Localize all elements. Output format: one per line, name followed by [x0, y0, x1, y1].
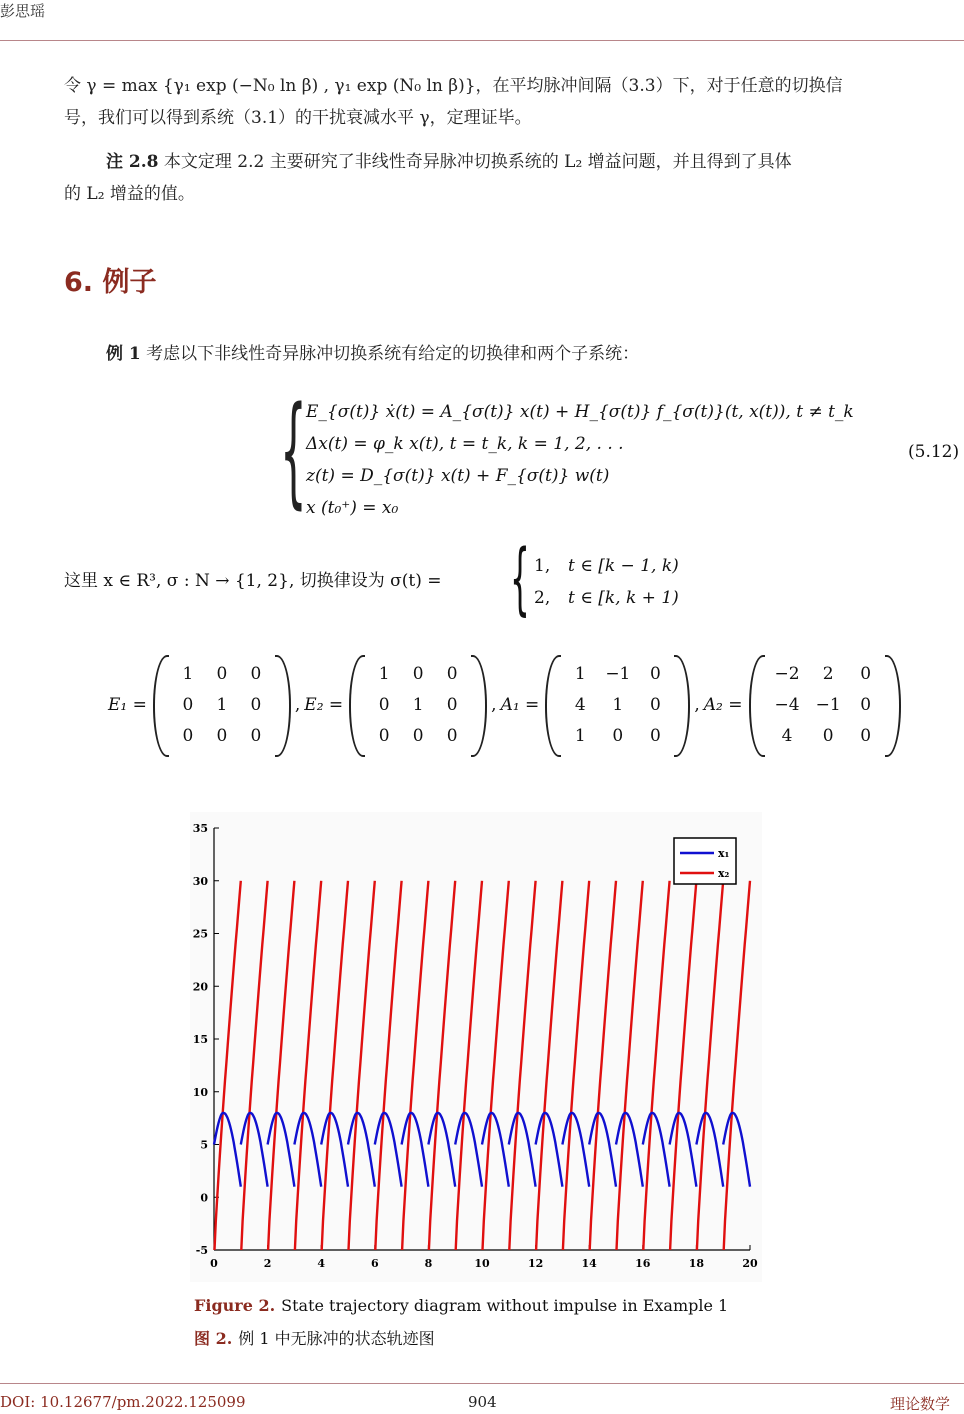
x2-series-segment — [509, 881, 535, 1250]
x2-series-segment — [215, 881, 241, 1250]
matrix — [349, 655, 487, 755]
matrix-separator: , — [694, 695, 700, 715]
matrix-cell: 0 — [216, 725, 228, 746]
x2-series-segment — [670, 881, 696, 1250]
page-number: 904 — [468, 1393, 497, 1411]
matrix-cell: 0 — [649, 663, 661, 684]
matrix-cell: 0 — [216, 663, 228, 684]
matrix-cell: 1 — [574, 663, 586, 684]
matrix-cell: 0 — [649, 694, 661, 715]
x-tick-label: 8 — [424, 1257, 433, 1270]
caption-zh-text: 例 1 中无脉冲的状态轨迹图 — [238, 1329, 435, 1348]
matrix-cell: −2 — [774, 663, 800, 684]
equation-number: (5.12) — [908, 442, 960, 462]
figure-caption-zh — [194, 1326, 435, 1349]
x-tick-label: 0 — [210, 1257, 218, 1270]
journal-name: 理论数学 — [890, 1395, 951, 1413]
y-tick-label: 0 — [200, 1191, 208, 1205]
x-tick-label: 4 — [317, 1257, 326, 1270]
y-tick-label: 10 — [192, 1085, 208, 1099]
y-tick-label: -5 — [195, 1244, 208, 1257]
proof-line-1: 令 γ = max {γ₁ exp (−N₀ ln β) , γ₁ exp (N₀ ln β)}，在平均脉冲间隔（3.3）下，对于任意的切换信 — [64, 76, 843, 96]
x2-series-segment — [322, 881, 348, 1250]
y-tick-label: 25 — [192, 927, 208, 941]
matrix-label: E₂ = — [304, 695, 344, 715]
matrix-cell: 0 — [250, 694, 262, 715]
matrix-cell: 0 — [822, 725, 834, 746]
matrix-cell: 1 — [378, 663, 390, 684]
matrix-cell: −4 — [774, 694, 800, 715]
matrix-cell: −1 — [605, 663, 631, 684]
matrix-cell: 0 — [612, 725, 624, 746]
x-tick-label: 6 — [370, 1257, 379, 1270]
case-1-value: 1, — [534, 556, 551, 576]
x2-series-segment — [563, 881, 589, 1250]
x2-series-segment — [295, 881, 321, 1250]
equation-brace: { — [280, 382, 307, 521]
matrix-cell: 0 — [860, 725, 872, 746]
matrix-cell: 0 — [860, 694, 872, 715]
matrix-cell: −1 — [815, 694, 841, 715]
matrix-cell: 0 — [250, 725, 262, 746]
matrix-cell: 0 — [378, 725, 390, 746]
matrix-cell: 0 — [378, 694, 390, 715]
x2-series-segment — [268, 881, 294, 1250]
equation-line: E_{σ(t)} ẋ(t) = A_{σ(t)} x(t) + H_{σ(t)} f_{σ(t)}(t, x(t)), t ≠ t_k — [306, 402, 854, 422]
matrix-cell: 1 — [216, 694, 228, 715]
case-1-condition: t ∈ [k − 1, k) — [568, 556, 679, 576]
section-title: 6. 例子 — [64, 267, 157, 298]
x-tick-label: 2 — [263, 1257, 272, 1270]
x2-series-segment — [724, 881, 750, 1250]
matrix-cell: 0 — [860, 663, 872, 684]
legend-x1-label: x₁ — [718, 847, 730, 860]
note-label: 注 2.8 — [106, 152, 159, 172]
note-line-2: 的 L₂ 增益的值。 — [64, 184, 195, 204]
case-2-value: 2, — [534, 588, 551, 608]
matrix-cell: 0 — [446, 725, 458, 746]
x2-series-segment — [402, 881, 428, 1250]
matrix-cell: 1 — [574, 725, 586, 746]
matrix-cell: 0 — [446, 663, 458, 684]
proof-paragraph — [64, 70, 964, 134]
matrix-cell: 2 — [822, 663, 834, 684]
trajectory-figure — [190, 812, 762, 1282]
matrix-cell: 0 — [182, 725, 194, 746]
trajectory-chart — [190, 812, 762, 1282]
x-tick-label: 10 — [474, 1257, 490, 1270]
example-paragraph — [64, 338, 964, 370]
legend-x2-label: x₂ — [718, 867, 730, 880]
switching-intro: 这里 x ∈ R³, σ : N → {1, 2}, 切换律设为 σ(t) = — [64, 571, 442, 591]
y-tick-label: 20 — [192, 980, 208, 994]
example-label: 例 1 — [106, 344, 141, 364]
x-tick-label: 20 — [742, 1257, 758, 1270]
x2-series-segment — [590, 881, 616, 1250]
equation-line: x (t₀⁺) = x₀ — [306, 498, 399, 518]
matrix-label: E₁ = — [108, 695, 147, 715]
x2-series-segment — [429, 881, 455, 1250]
matrix-cell: 4 — [574, 694, 586, 715]
x-tick-label: 16 — [635, 1257, 651, 1270]
matrix-separator: , — [491, 695, 497, 715]
case-2-condition: t ∈ [k, k + 1) — [568, 588, 679, 608]
caption-en-text: State trajectory diagram without impulse in Example 1 — [281, 1296, 729, 1315]
figure-caption-en — [194, 1296, 728, 1315]
switching-cases — [534, 550, 679, 614]
y-tick-label: 30 — [192, 874, 208, 888]
footer-divider — [0, 1383, 964, 1384]
note-line-1: 本文定理 2.2 主要研究了非线性奇异脉冲切换系统的 L₂ 增益问题，并且得到了具体 — [158, 152, 792, 172]
matrix-cell: 0 — [446, 694, 458, 715]
note-paragraph — [64, 146, 964, 210]
equation-line: z(t) = D_{σ(t)} x(t) + F_{σ(t)} w(t) — [306, 466, 610, 486]
matrix-cell: 1 — [612, 694, 624, 715]
matrix-cell: 0 — [250, 663, 262, 684]
example-text: 考虑以下非线性奇异脉冲切换系统有给定的切换律和两个子系统： — [140, 344, 640, 364]
matrix-cell: 1 — [182, 663, 194, 684]
matrix-separator: , — [294, 695, 301, 715]
matrix-cell: 4 — [781, 725, 793, 746]
matrix-cell: 0 — [649, 725, 661, 746]
x2-series-segment — [375, 881, 401, 1250]
x-tick-label: 12 — [527, 1257, 544, 1270]
y-tick-label: 5 — [200, 1138, 208, 1152]
proof-line-2: 号，我们可以得到系统（3.1）的干扰衰减水平 γ，定理证毕。 — [64, 108, 532, 128]
matrix — [749, 655, 901, 755]
y-tick-label: 15 — [192, 1033, 208, 1046]
y-tick-label: 35 — [192, 822, 208, 835]
matrix — [153, 655, 291, 755]
x2-series-segment — [349, 881, 375, 1250]
x2-series-segment — [643, 881, 669, 1250]
x2-series-segment — [241, 881, 267, 1250]
x2-series-segment — [456, 881, 482, 1250]
matrix-cell: 1 — [412, 694, 424, 715]
x2-series-segment — [697, 881, 723, 1250]
matrix-label: A₂ = — [703, 695, 743, 715]
matrix-label: A₁ = — [500, 695, 540, 715]
caption-zh-label: 图 2. — [194, 1329, 233, 1348]
header-divider — [0, 40, 964, 41]
x2-series-segment — [617, 881, 643, 1250]
header-author: 彭思瑶 — [0, 2, 46, 20]
matrix-cell: 0 — [182, 694, 194, 715]
x-tick-label: 18 — [688, 1257, 705, 1270]
x2-series-segment — [483, 881, 509, 1250]
matrix-definitions — [108, 655, 901, 755]
caption-en-label: Figure 2. — [194, 1296, 276, 1315]
matrix — [545, 655, 690, 755]
x-tick-label: 14 — [581, 1257, 597, 1270]
matrix-cell: 0 — [412, 663, 424, 684]
matrix-cell: 0 — [412, 725, 424, 746]
x2-series-segment — [536, 881, 562, 1250]
switching-brace: { — [510, 534, 530, 624]
footer-doi[interactable]: DOI: 10.12677/pm.2022.125099 — [0, 1393, 246, 1411]
equation-line: Δx(t) = φ_k x(t), t = t_k, k = 1, 2, . . . — [306, 434, 624, 454]
